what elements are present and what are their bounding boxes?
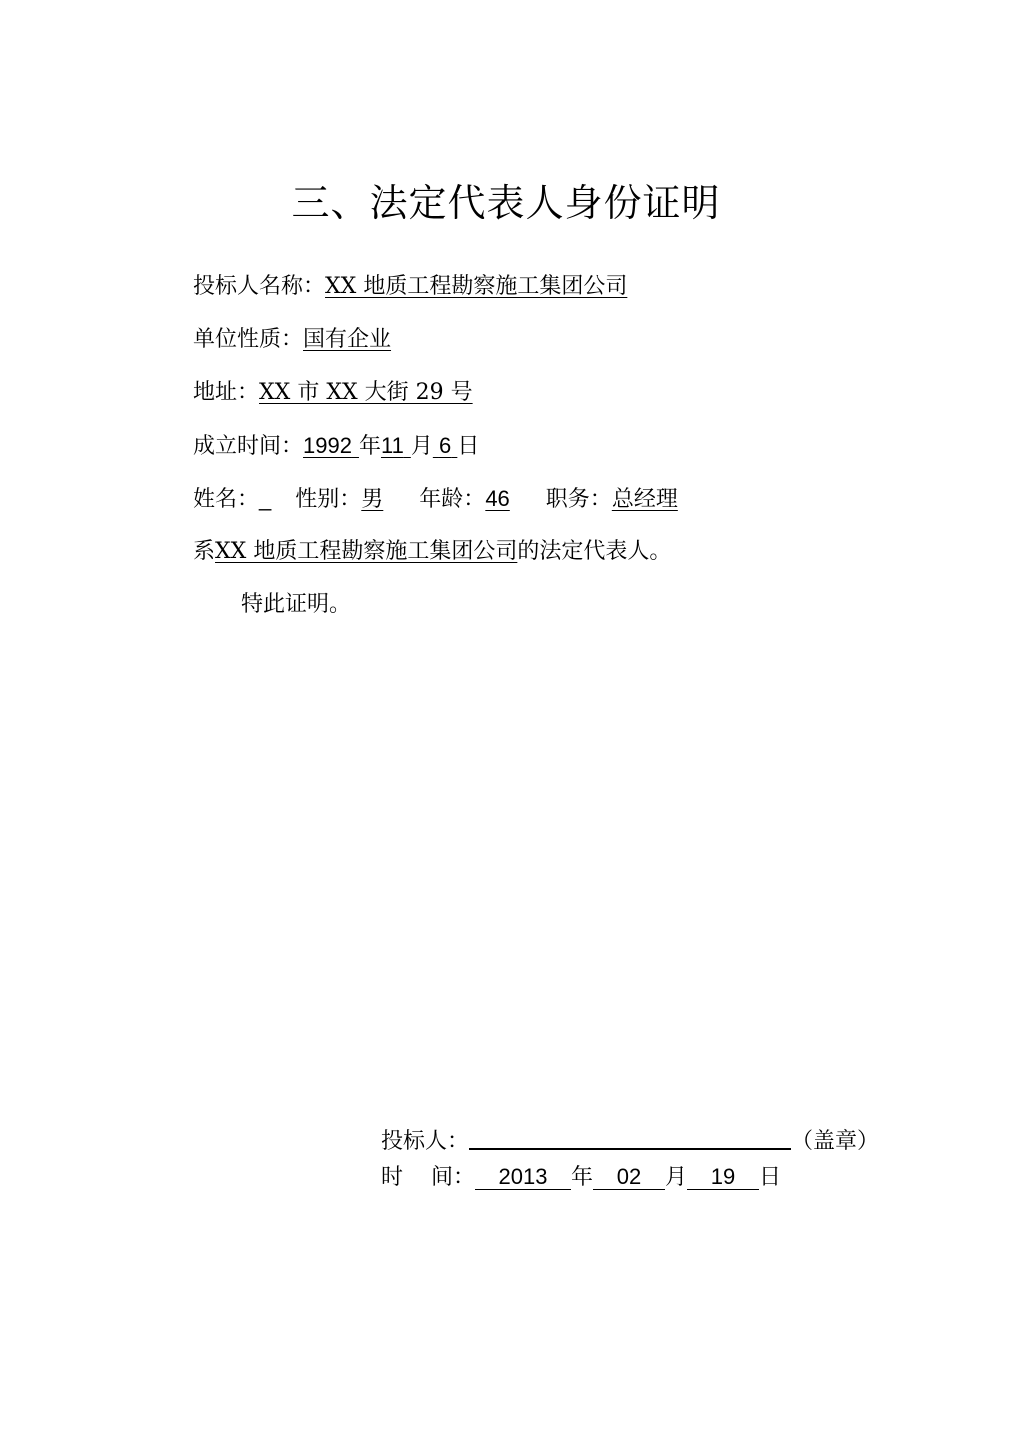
signature-day-unit: 日 [759,1165,782,1190]
bidder-name-label: 投标人名称： [193,274,326,299]
person-line [193,484,678,515]
age-label: 年龄： [419,487,486,512]
established-month: 11 [380,433,404,458]
established-day-unit: 日 [457,434,480,459]
unit-nature-label: 单位性质： [193,327,304,352]
unit-nature-line [193,325,391,355]
established-year: 1992 [303,433,352,458]
seal-note: （盖章） [791,1129,880,1154]
position-value: 总经理 [611,487,678,512]
name-label: 姓名： [193,487,260,512]
signature-day: 19 [687,1165,759,1190]
address-label: 地址： [193,380,260,405]
bidder-name-value: XX 地质工程勘察施工集团公司 [325,274,628,299]
gender-value: 男 [361,487,384,512]
position-label: 职务： [545,487,612,512]
age-value: 46 [485,486,510,511]
signature-blank [469,1124,791,1150]
signature-month-unit: 月 [665,1165,688,1190]
signature-year-unit: 年 [570,1165,593,1190]
statement-line [193,537,671,567]
address-line [193,378,473,408]
signature-month: 02 [593,1165,665,1190]
gender-label: 性别： [295,487,362,512]
unit-nature-value: 国有企业 [303,327,392,352]
established-label: 成立时间： [193,434,304,459]
established-year-unit: 年 [358,434,381,459]
page-title: 三、法定代表人身份证明 [291,181,721,225]
established-day: 6 [438,433,452,458]
established-line [193,431,479,462]
name-value: _ [259,486,272,511]
statement-prefix: 系 [193,539,216,564]
established-month-unit: 月 [410,434,433,459]
signature-bidder-label: 投标人： [381,1129,470,1154]
bidder-name-line [193,272,627,302]
signature-date-line [381,1163,781,1193]
signature-bidder-line [381,1124,879,1157]
closing-line: 特此证明。 [241,592,352,617]
statement-suffix: 的法定代表人。 [517,539,672,564]
address-value: XX 市 XX 大街 29 号 [259,380,473,405]
signature-year: 2013 [475,1165,571,1190]
statement-company: XX 地质工程勘察施工集团公司 [215,539,518,564]
signature-date-label: 时 间： [381,1165,475,1190]
